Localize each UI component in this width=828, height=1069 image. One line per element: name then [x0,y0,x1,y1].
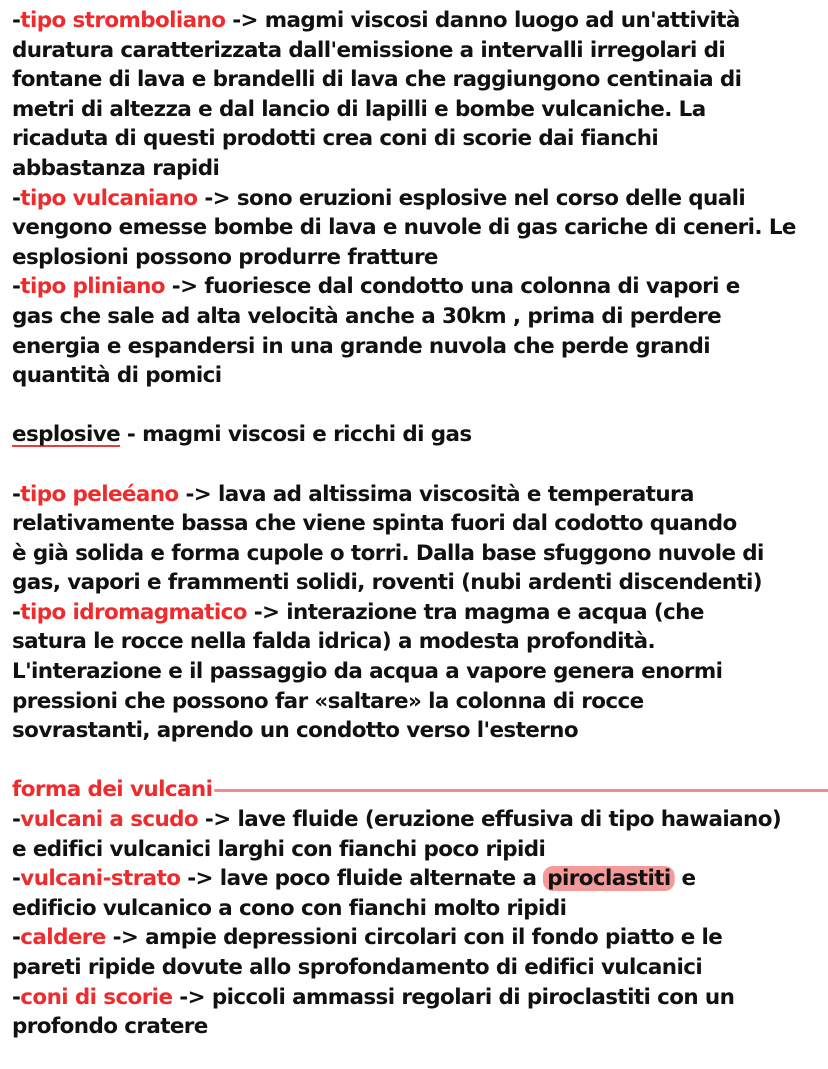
entry-stromboliano [12,6,826,184]
section-subtitle: - magmi viscosi e ricchi di gas [120,422,472,448]
term-label: vulcani a scudo [20,807,199,833]
text-line: -vulcani-strato -> lave poco fluide alternate a piroclastiti e [12,866,696,892]
text-line: -tipo vulcaniano -> sono eruzioni esplosive nel corso delle quali [12,185,746,211]
text-line: duratura caratterizzata dall'emissione a intervalli irregolari di [12,37,726,63]
text-line: -tipo stromboliano -> magmi viscosi danno luogo ad un'attività [12,8,740,33]
divider-line [214,789,828,792]
entry-vulcani-strato [12,864,826,923]
text-line: pareti ripide dovute allo sprofondamento di edifici vulcanici [12,955,703,980]
entry-idromagmatico [12,598,826,746]
entry-vulcaniano [12,184,826,273]
text-line: -coni di scorie -> piccoli ammassi regolari di piroclastiti con un [12,984,735,1010]
spacer [12,746,826,776]
term-label: tipo pliniano [20,274,165,300]
text-line: gas che sale ad alta velocità anche a 30km , prima di perdere [12,303,722,329]
section-heading-forma [12,775,826,805]
text-line: -tipo idromagmatico -> interazione tra magma e acqua (che [12,599,704,625]
notes-page [12,6,826,1042]
text-line: L'interazione e il passaggio da acqua a vapore genera enormi [12,659,723,685]
highlighted-term: piroclastiti [543,866,674,891]
text-line: ricaduta di questi prodotti crea coni di scorie dai fianchi [12,126,659,152]
term-label: vulcani-strato [20,866,181,892]
section-heading-esplosive [12,420,824,450]
text-line: -tipo peleéano -> lava ad altissima viscosità e temperatura [12,481,694,507]
text-line: quantità di pomici [12,363,222,389]
text-line: è già solida e forma cupole o torri. Dalla base sfuggono nuvole di [12,540,764,566]
term-label: coni di scorie [20,984,173,1010]
text-line: -tipo pliniano -> fuoriesce dal condotto una colonna di vapori e [12,274,740,300]
term-label: tipo idromagmatico [20,599,247,625]
section-title: forma dei vulcani [12,777,213,803]
entry-caldere [12,923,826,982]
text-line: energia e espandersi in una grande nuvola che perde grandi [12,333,711,359]
text-line: satura le rocce nella falda idrica) a modesta profondità. [12,629,656,655]
entry-pliniano [12,272,826,390]
term-label: tipo peleéano [20,481,179,507]
text-line: profondo cratere [12,1014,208,1040]
term-label: tipo vulcaniano [20,185,198,211]
spacer [12,450,826,480]
entry-peleeano [12,480,826,598]
text-line: -caldere -> ampie depressioni circolari con il fondo piatto e le [12,925,723,951]
text-line: gas, vapori e frammenti solidi, roventi (nubi ardenti discendenti) [12,570,763,596]
text-line: esplosioni possono produrre fratture [12,244,438,270]
entry-vulcani-a-scudo [12,805,826,864]
text-line: abbastanza rapidi [12,155,220,181]
term-label: tipo stromboliano [20,8,226,33]
text-line: metri di altezza e dal lancio di lapilli e bombe vulcaniche. La [12,96,706,122]
text-line: e edifici vulcanici larghi con fianchi poco ripidi [12,836,546,862]
entry-coni-di-scorie [12,983,826,1042]
text-line: relativamente bassa che viene spinta fuori dal codotto quando [12,511,737,537]
text-line: edificio vulcanico a cono con fianchi molto ripidi [12,895,567,921]
text-line: vengono emesse bombe di lava e nuvole di gas cariche di ceneri. Le [12,215,796,241]
term-label: caldere [20,925,106,951]
spacer [12,391,826,421]
text-line: sovrastanti, aprendo un condotto verso l'esterno [12,718,579,744]
text-line: -vulcani a scudo -> lave fluide (eruzione effusiva di tipo hawaiano) [12,807,782,833]
section-title: esplosive [12,422,121,448]
text-line: pressioni che possono far «saltare» la colonna di rocce [12,688,644,714]
text-line: fontane di lava e brandelli di lava che raggiungono centinaia di [12,67,742,93]
